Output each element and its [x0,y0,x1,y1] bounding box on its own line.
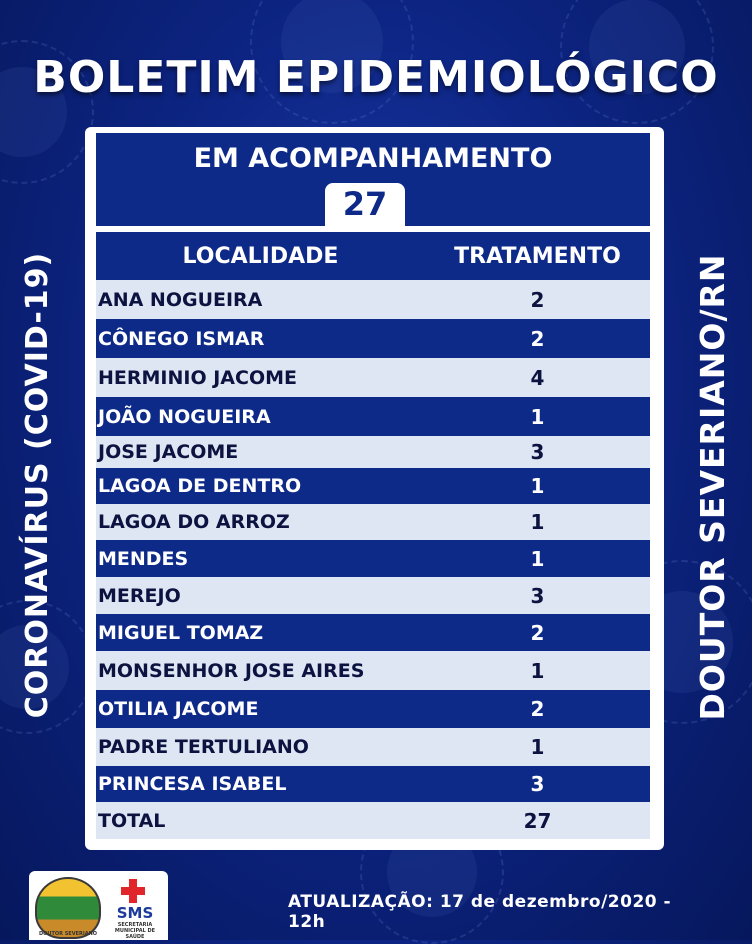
locality-name: PADRE TERTULIANO [96,728,425,766]
treatment-count: 2 [425,690,650,728]
crest-label: DOUTOR SEVERIANO [38,931,98,937]
total-value: 27 [425,802,650,839]
table-row [96,651,650,690]
treatment-count: 1 [425,540,650,577]
column-header-tratamento: TRATAMENTO [425,232,650,280]
treatment-count: 2 [425,280,650,319]
table-row [96,397,650,436]
locality-name: LAGOA DO ARROZ [96,504,425,540]
treatment-count: 2 [425,319,650,358]
table-row [96,577,650,614]
table-row [96,319,650,358]
locality-name: MONSENHOR JOSE AIRES [96,651,425,690]
treatment-count: 1 [425,397,650,436]
treatment-count: 4 [425,358,650,397]
page-title: BOLETIM EPIDEMIOLÓGICO [33,52,719,103]
red-cross-icon [121,879,145,903]
treatment-count: 3 [425,436,650,468]
table-row [96,614,650,651]
total-label: TOTAL [96,802,425,839]
locality-name: JOSE JACOME [96,436,425,468]
summary-value: 27 [325,183,405,226]
table-row [96,728,650,766]
table-row [96,358,650,397]
treatment-count: 3 [425,577,650,614]
treatment-count: 1 [425,504,650,540]
locality-name: MENDES [96,540,425,577]
treatment-count: 1 [425,468,650,504]
table-header-row [96,232,650,280]
locality-name: JOÃO NOGUEIRA [96,397,425,436]
column-header-localidade: LOCALIDADE [96,232,425,280]
update-timestamp: ATUALIZAÇÃO: 17 de dezembro/2020 - 12h [288,892,672,932]
treatment-count: 2 [425,614,650,651]
treatment-count: 1 [425,728,650,766]
table-row [96,468,650,504]
locality-name: CÔNEGO ISMAR [96,319,425,358]
sms-logo-text: SMS [116,904,154,922]
treatment-count: 3 [425,766,650,802]
table-row [96,436,650,468]
table-row [96,766,650,802]
locality-name: MEREJO [96,577,425,614]
locality-name: PRINCESA ISABEL [96,766,425,802]
summary-label: EM ACOMPANHAMENTO [193,143,553,174]
localities-table [96,232,650,839]
locality-name: ANA NOGUEIRA [96,280,425,319]
side-label-left: CORONAVÍRUS (COVID-19) [20,251,55,719]
logos-panel [29,871,168,940]
table-row [96,690,650,728]
locality-name: MIGUEL TOMAZ [96,614,425,651]
table-row [96,504,650,540]
locality-name: LAGOA DE DENTRO [96,468,425,504]
table-row [96,280,650,319]
summary-panel [96,133,650,226]
sms-logo-subtitle: SECRETARIA MUNICIPAL DE SAÚDE [114,922,156,940]
locality-name: OTILIA JACOME [96,690,425,728]
municipal-crest-icon [35,877,101,939]
side-label-right: DOUTOR SEVERIANO/RN [693,253,732,721]
locality-name: HERMINIO JACOME [96,358,425,397]
table-row [96,540,650,577]
treatment-count: 1 [425,651,650,690]
table-total-row [96,802,650,839]
